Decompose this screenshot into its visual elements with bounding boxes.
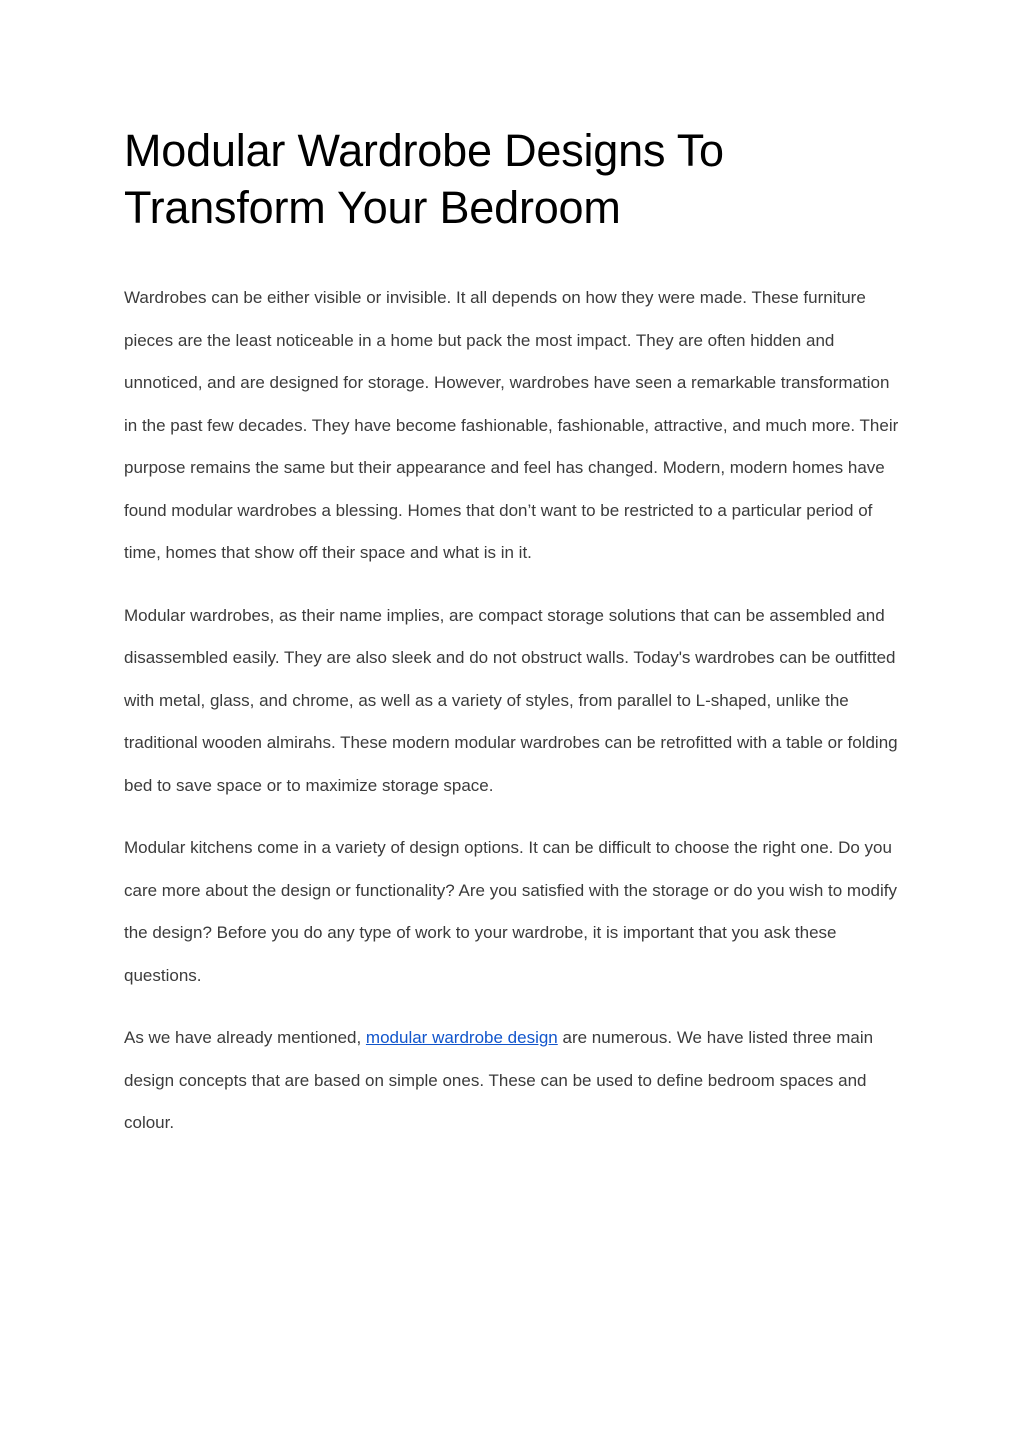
page-title: Modular Wardrobe Designs To Transform Your Bedroom	[124, 125, 724, 233]
paragraph-intro: Wardrobes can be either visible or invisible. It all depends on how they were made. These furniture pieces are the least noticeable in a home but pack the most impact. They are often hidden and unnoticed, and are designed for storage. However, wardrobes have seen a remarkable transformation in the past few decades. They have become fashionable, fashionable, attractive, and much more. Their purpose remains the same but their appearance and feel has changed. Modern, modern homes have found modular wardrobes a blessing. Homes that don’t want to be restricted to a particular period of time, homes that show off their space and what is in it.	[124, 288, 899, 562]
paragraph-design-concepts	[124, 1017, 904, 1145]
paragraph-text-after-link: are numerous. We have listed three main design concepts that are based on simple ones. These can be used to define bedroom spaces and colour.	[124, 1028, 874, 1132]
paragraph-design-options: Modular kitchens come in a variety of design options. It can be difficult to choose the right one. Do you care more about the design or functionality? Are you satisfied with the storage or do you wish to modify the design? Before you do any type of work to your wardrobe, it is important that you ask these questions.	[124, 838, 897, 985]
modular-wardrobe-design-link[interactable]: modular wardrobe design	[365, 1028, 558, 1047]
paragraph-modular-wardrobes: Modular wardrobes, as their name implies, are compact storage solutions that can be assembled and disassembled easily. They are also sleek and do not obstruct walls. Today's wardrobes can be outfitted with metal, glass, and chrome, as well as a variety of styles, from parallel to L-shaped, unlike the traditional wooden almirahs. These modern modular wardrobes can be retrofitted with a table or folding bed to save space or to maximize storage space.	[124, 605, 898, 795]
document-body	[124, 122, 904, 1145]
paragraph-text-before-link: As we have already mentioned,	[124, 1028, 366, 1047]
